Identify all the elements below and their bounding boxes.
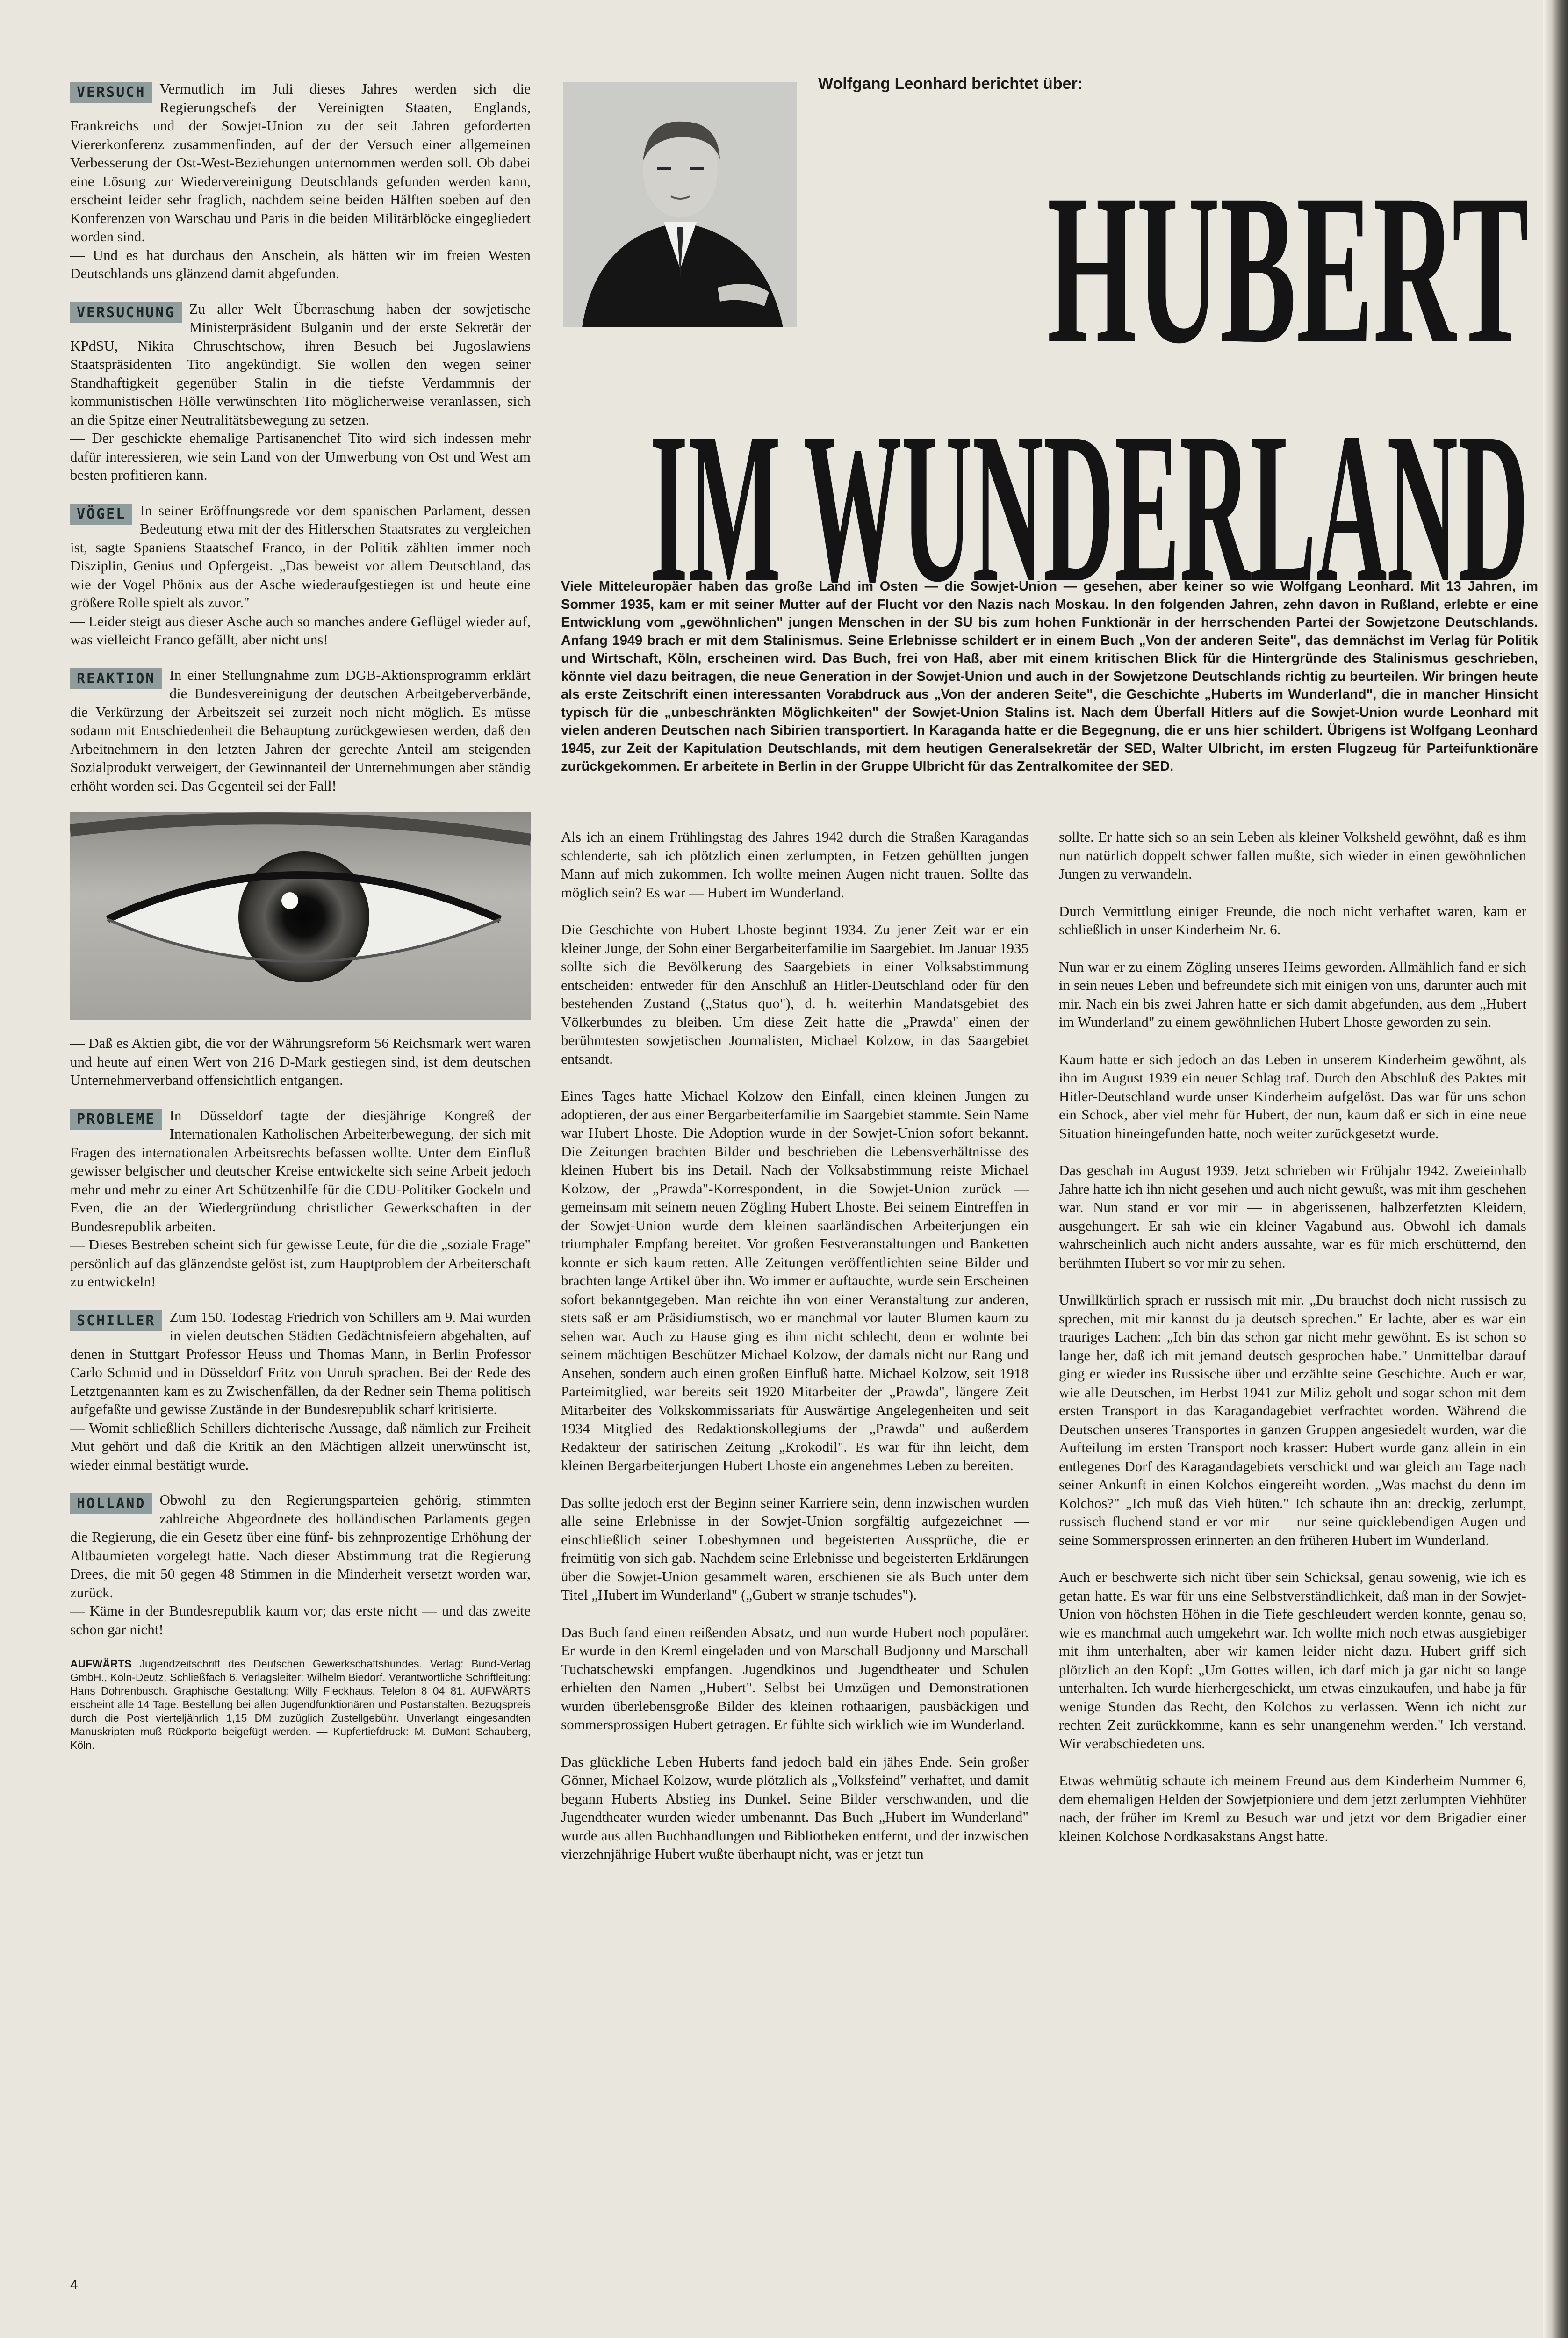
notice-paragraph: In Düsseldorf tagte der diesjährige Kongreß der Internationalen Katholischen Arbeiterbewegung, der sich mit Fragen des internationalen Arbeitsrechts befassen wollte. Unter dem Einfluß gewisser belgischer und deutscher Kreise entwickelte sich seine Arbeit jedoch mehr und mehr zu einer Art Schützenhilfe für die CDU-Politiker Gockeln und Even, die an der Wiedergründung christlicher Gewerkschaften in der Bundesrepublik arbeiten. (70, 1107, 531, 1234)
byline: Wolfgang Leonhard berichtet über: (818, 75, 1083, 93)
notice-tag: VERSUCH (70, 82, 152, 103)
notice-paragraph: Zum 150. Todestag Friedrich von Schillers am 9. Mai wurden in vielen deutschen Städten Gedächtnisfeiern abgehalten, auf denen in Stuttgart Professor Heuss und Thomas Mann, in Berlin Professor Carlo Schmid und in Düsseldorf Fritz von Unruh sprachen. Bei der Rede des Letztgenannten kam es zu Zwischenfällen, da der Redner sein Thema politisch aufgefaßte und gewisse Zustände in der Bundesrepublik scharf kritisierte. (70, 1308, 531, 1417)
notice-vögel (70, 501, 531, 649)
notice-paragraph: In einer Stellungnahme zum DGB-Aktionsprogramm erklärt die Bundesvereinigung der deutschen Arbeitgeberverbände, die Verkürzung der Arbeitszeit sei zurzeit noch nicht möglich. Es müsse sodann mit Entschiedenheit die Behauptung zurückgewiesen werden, daß den Arbeitnehmern in den letzten Jahren der gerechte Anteil am steigenden Sozialprodukt verweigert, der Gewinnanteil der Unternehmungen aber ständig erhöht worden sei. Das Gegenteil sei der Fall! (70, 666, 531, 794)
article-paragraph: Nun war er zu einem Zögling unseres Heims geworden. Allmählich fand er sich in sein neues Leben und befreundete sich mit einigen von uns, darunter auch mit mir. Nach ein bis zwei Jahren hatte er sich damit abgefunden, aus dem „Hubert im Wunderland" zu einem gewöhnlichen Hubert Lhoste geworden zu sein. (1059, 958, 1526, 1030)
notice-paragraph: — Dieses Bestreben scheint sich für gewisse Leute, für die die „soziale Frage" persönlich auf das glänzendste gelöst ist, zum Hauptproblem der Arbeiterschaft zu entwickeln! (70, 1236, 531, 1290)
notice-paragraph: — Der geschickte ehemalige Partisanenchef Tito wird sich indessen mehr dafür interessieren, wie sein Land von der Umwerbung von Ost und West am besten profitieren kann. (70, 430, 531, 483)
notice-reaktion (70, 666, 531, 795)
notice-tag: VÖGEL (70, 504, 132, 525)
notice-tag: PROBLEME (70, 1109, 162, 1130)
notice-schiller (70, 1308, 531, 1474)
notice-versuch (70, 79, 531, 283)
article-column-1 (561, 828, 1029, 1882)
article-paragraph: Kaum hatte er sich jedoch an das Leben in unserem Kinderheim gewöhnt, als ihn im August 1939 ein neuer Schlag traf. Durch den Abschluß des Paktes mit Hitler-Deutschland wurde unser Kinderheim aufgelöst. Das war für uns schon ein Schock, aber viel mehr für Hubert, der nun, kaum daß er sich in eine neue Situation hineingefunden hatte, noch weiter zurückgesetzt wurde. (1059, 1051, 1526, 1141)
article-paragraph: Auch er beschwerte sich nicht über sein Schicksal, genau sowenig, wie ich es getan hatte. Es war für uns eine Selbstverständlichkeit, daß man in der Sowjet-Union von höchsten Höhen in die Tiefe geschleudert werden konnte, genau so, wie es manchmal auch umgekehrt war. Ich wollte mich noch etwas ausgiebiger mit ihm unterhalten, aber wir kamen leider nicht dazu. Hubert griff sich plötzlich an den Kopf: „Um Gottes willen, ich darf mich ja gar nicht so lange unterhalten. Ich wurde hierhergeschickt, um etwas einzukaufen, und habe ja für wenige Stunden das Recht, den Kolchos zu verlassen. Wenn ich nicht zur rechten Zeit zurückkomme, kann es sehr unangenehm werden." Ich verstand. Wir verabschiedeten uns. (1059, 1569, 1526, 1752)
article-paragraph: Eines Tages hatte Michael Kolzow den Einfall, einen kleinen Jungen zu adoptieren, der aus einer Bergarbeiterfamilie im Saargebiet stammte. Sein Name war Hubert Lhoste. Die Adoption wurde in der Sowjet-Union sofort bekannt. Die Zeitungen brachten Bilder und beschrieben die Lebensverhältnisse des kleinen Hubert bis ins Detail. Nach der Volksabstimmung reiste Michael Kolzow, der „Prawda"-Korrespondent, in die Sowjet-Union zurück — gemeinsam mit seinem neuen Zögling Hubert Lhoste. Bei seinem Eintreffen in der Sowjet-Union wurde dem kleinen saarländischen Arbeiterjungen ein triumphaler Empfang bereitet. Vor großen Festveranstaltungen und Banketten konnte er sich kaum retten. Alle Zeitungen veröffentlichten seine Bilder und brachten lange Artikel über ihn. Wo immer er auftauchte, wurde sein Erscheinen sofort bekanntgegeben. Man reichte ihn von einer Veranstaltung zur anderen, stets saß er am Präsidiumstisch, wo er manchmal vor lauter Blumen kaum zu sehen war. Auch zu Hause ging es ihm nicht schlecht, denn er wohnte bei seinem mächtigen Beschützer Michael Kolzow, der damals nicht nur Rang und Ansehen, sondern auch einen großen Einfluß hatte. Michael Kolzow, seit 1918 Parteimitglied, war bereits seit 1920 Mitarbeiter der „Prawda", längere Zeit Mitarbeiter des Volkskommissariats für Auswärtige Angelegenheiten und seit 1934 Mitglied des Redaktionskollegiums der „Prawda" und außerdem Redakteur der satirischen Zeitung „Krokodil". Es war für ihn leicht, dem kleinen Bergarbeiterjungen Hubert Lhoste ein angenehmes Leben zu bereiten. (561, 1088, 1029, 1473)
notice-tag: VERSUCHUNG (70, 302, 182, 323)
article-paragraph: Das glückliche Leben Huberts fand jedoch bald ein jähes Ende. Sein großer Gönner, Michael Kolzow, wurde plötzlich als „Volksfeind" verhaftet, und damit begann Huberts Abstieg ins Dunkel. Seine Bilder verschwanden, und die Jugendtheater wurden wieder umbenannt. Das Buch „Hubert im Wunderland" wurde aus allen Buchhandlungen und Bibliotheken entfernt, und der inzwischen vierzehnjährige Hubert wußte überhaupt nicht, was er jetzt tun (561, 1753, 1029, 1862)
notice-holland (70, 1491, 531, 1638)
imprint-text: Jugendzeitschrift des Deutschen Gewerkschaftsbundes. Verlag: Bund-Verlag GmbH., Köln-Deutz, Schließfach 6. Verlagsleiter: Wilhelm Biedorf. Verantwortliche Schriftleitung: Hans Dohrenbusch. Graphische Gestaltung: Willy Fleckhaus. Telefon 8 04 81. AUFWÄRTS erscheint alle 14 Tage. Bestellung bei allen Jugendfunktionären und Postanstalten. Bezugspreis durch die Post vierteljährlich 1,15 DM zuzüglich Zustellgebühr. Unverlangt eingesandten Manuskripten muß Rückporto beigefügt werden. — Kupfertiefdruck: M. DuMont Schauberg, Köln. (70, 1658, 531, 1751)
imprint (70, 1657, 531, 1752)
notice-versuchung (70, 300, 531, 484)
headline (650, 140, 1533, 589)
notice-paragraph: — Käme in der Bundesrepublik kaum vor; das erste nicht — und das zweite schon gar nicht! (70, 1602, 531, 1638)
notice-paragraph: Obwohl zu den Regierungsparteien gehörig, stimmten zahlreiche Abgeordnete des holländischen Parlaments gegen die Regierung, die ein Gesetz über eine fünf- bis zehnprozentige Erhöhung der Altbaumieten vorgelegt hatte. Nach dieser Abstimmung trat die Regierung Drees, die mit 50 gegen 48 Stimmen in die Minderheit versetzt worden war, zurück. (70, 1492, 531, 1601)
notice-tag: SCHILLER (70, 1310, 162, 1331)
imprint-name: AUFWÄRTS (70, 1658, 132, 1670)
article-paragraph: Als ich an einem Frühlingstag des Jahres 1942 durch die Straßen Karagandas schlenderte, sah ich plötzlich einen zerlumpten, in Fetzen gehüllten jungen Mann auf mich zukommen. Ich wollte meinen Augen nicht trauen. Sollte das möglich sein? Es war — Hubert im Wunderland. (561, 829, 1029, 901)
eye-photo (70, 812, 531, 1020)
article-paragraph: sollte. Er hatte sich so an sein Leben als kleiner Volksheld gewöhnt, daß es ihm nun natürlich doppelt schwer fallen mußte, sich wieder in einen gewöhnlichen Jungen zu verwandeln. (1059, 829, 1526, 882)
news-column (70, 79, 531, 1752)
article-paragraph: Etwas wehmütig schaute ich meinem Freund aus dem Kinderheim Nummer 6, dem ehemaligen Helden der Sowjetpioniere und dem jetzt zerlumpten Viehhüter nach, der früher im Kreml zu Besuch war und jetzt vor dem Brigadier einer kleinen Kolchose Nordkasakstans Angst hatte. (1059, 1772, 1526, 1844)
notice-paragraph: — Leider steigt aus dieser Asche auch so manches andere Geflügel wieder auf, was vielleicht Franco gefällt, aber nicht uns! (70, 613, 531, 648)
article-paragraph: Durch Vermittlung einiger Freunde, die noch nicht verhaftet waren, kam er schließlich in unser Kinderheim Nr. 6. (1059, 902, 1526, 938)
notice-paragraph: In seiner Eröffnungsrede vor dem spanischen Parlament, dessen Bedeutung etwa mit der des Hitlerschen Staatsrates zu vergleichen ist, sagte Spaniens Staatschef Franco, in der Politik zählten immer noch Disziplin, Genius und Opfergeist. „Das beweist vor allem Deutschland, das wie der Vogel Phönix aus der Asche wiederaufgestiegen ist und heute eine größere Rolle spielt als zuvor." (70, 502, 531, 611)
notice-paragraph: Zu aller Welt Überraschung haben der sowjetische Ministerpräsident Bulganin und der erste Sekretär der KPdSU, Nikita Chruschtschow, ihren Besuch bei Jugoslawiens Staatspräsidenten Tito angekündigt. Sie wollen den wegen seiner Standhaftigkeit gegenüber Stalin in die tiefste Verdammnis der kommunistischen Hölle verwünschten Tito möglicherweise veranlassen, sich an die Spitze einer Neutralitätsbewegung zu setzen. (70, 300, 531, 428)
notice-tag: HOLLAND (70, 1493, 152, 1514)
headline-line1: HUBERT (1047, 150, 1529, 388)
article-column-2 (1059, 828, 1526, 1864)
notice-paragraph: Vermutlich im Juli dieses Jahres werden sich die Regierungschefs der Vereinigten Staaten, Englands, Frankreichs und der Sowjet-Union zu der seit Jahren geforderten Viererkonferenz zusammenfinden, auf der der Versuch einer allgemeinen Verbesserung der Ost-West-Beziehungen unternommen werden soll. Ob dabei eine Lösung zur Wiedervereinigung Deutschlands gefunden werden kann, erscheint leider sehr fraglich, nachdem seine beiden Hälften soeben auf den Konferenzen von Warschau und Paris in die beiden Militärblöcke eingegliedert worden sind. (70, 80, 531, 245)
article-paragraph: Das Buch fand einen reißenden Absatz, und nun wurde Hubert noch populärer. Er wurde in den Kreml eingeladen und von Marschall Budjonny und Marschall Tuchatschewski empfangen. Jugendkinos und Jugendtheater und Schulen erhielten den Namen „Hubert". Selbst bei Umzügen und Demonstrationen wurden überlebensgroße Bilder des kleinen rothaarigen, pausbäckigen und sommersprossigen Hubert getragen. Er fühlte sich wirklich wie im Wunderland. (561, 1624, 1029, 1732)
page-binding-edge (1543, 0, 1568, 2338)
notice-tag: REAKTION (70, 668, 162, 689)
article-lead: Viele Mitteleuropäer haben das große Land im Osten — die Sowjet-Union — gesehen, aber keiner so wie Wolfgang Leonhard. Mit 13 Jahren, im Sommer 1935, kam er mit seiner Mutter auf der Flucht vor den Nazis nach Moskau. In den folgenden Jahren, zehn davon in Rußland, erlebte er eine Entwicklung vom „gewöhnlichen" jungen Menschen in der SU bis zum hohen Funktionär in der herrschenden Partei der Sowjetzone Deutschlands. Anfang 1949 brach er mit dem Stalinismus. Seine Erlebnisse schildert er in einem Buch „Von der anderen Seite", das demnächst im Verlag für Politik und Wirtschaft, Köln, erscheinen wird. Das Buch, frei von Haß, aber mit einem kritischen Blick für die Hintergründe des Stalinismus geschrieben, könnte viel dazu beitragen, die neue Generation in der Sowjet-Union und auch in der Sowjetzone Deutschlands richtig zu beurteilen. Wir bringen heute als erste Zeitschrift einen interessanten Vorabdruck aus „Von der anderen Seite", die Geschichte „Huberts im Wunderland", die in mancher Hinsicht typisch für die „unbeschränkten Möglichkeiten" der Sowjet-Union Stalins ist. Nach dem Überfall Hitlers auf die Sowjet-Union wurde Leonhard mit vielen anderen Deutschen nach Sibirien transportiert. In Karaganda hatte er die Begegnung, die er uns hier schildert. Übrigens ist Wolfgang Leonhard 1945, zur Zeit der Kapitulation Deutschlands, mit dem heutigen Generalsekretär der SED, Walter Ulbricht, im ersten Flugzeug für Parteifunktionäre zurückgekommen. Er arbeitete in Berlin in der Gruppe Ulbricht für das Zentralkomitee der SED. (561, 579, 1538, 774)
article-paragraph: Unwillkürlich sprach er russisch mit mir. „Du brauchst doch nicht russisch zu sprechen, mit mir kannst du ja deutsch sprechen." Er lachte, aber es war ein trauriges Lachen: „Ich bin das schon gar nicht mehr gewöhnt. Es ist schon so lange her, daß ich mit jemand deutsch gesprochen habe." Unmittelbar darauf ging er wieder ins Russische über und erzählte seine Geschichte. Auch er war, wie alle Deutschen, im Herbst 1941 zur Miliz geholt und sogar schon mit dem ersten Transport in das Karagandagebiet verfrachtet worden. Während die Deutschen unseres Transportes in ganzen Gruppen angesiedelt wurden, war die Aufteilung im ersten Transport noch krasser: Hubert wurde ganz allein in ein entlegenes Dorf des Karagandagebiets verschickt und war gleich am Tage nach seiner Ankunft in einen Kolchos eingereiht worden. „Was machst du denn im Kolchos?" „Ich muß das Vieh hüten." Ich schaute ihn an: dreckig, zerlumpt, russisch fluchend stand er vor mir — nur seine quicklebendigen Augen und seine Sommersprossen erinnerten an den früheren Hubert im Wunderland. (1059, 1292, 1526, 1548)
article-paragraph: Die Geschichte von Hubert Lhoste beginnt 1934. Zu jener Zeit war er ein kleiner Junge, der Sohn einer Bergarbeiterfamilie im Saargebiet. Im Januar 1935 sollte sich die Bevölkerung des Saargebiets in einer Volksabstimmung entscheiden: entweder für den Anschluß an Hitler-Deutschland oder für den bestehenden Zustand („Status quo"), d. h. weiterhin Mandatsgebiet des Völkerbundes zu bleiben. Um diese Zeit hatte die „Prawda" einen der berühmtesten sowjetischen Journalisten, Michael Kolzow, in das Saargebiet entsandt. (561, 921, 1029, 1067)
page-number: 4 (70, 2277, 78, 2293)
eye-caption: — Daß es Aktien gibt, die vor der Währungsreform 56 Reichsmark wert waren und heute auf einen Wert von 216 D-Mark gestiegen sind, ist dem deutschen Unternehmerverband offensichtlich entgangen. (70, 1035, 531, 1088)
headline-line2: IM WUNDERLAND (650, 388, 1529, 589)
notice-probleme (70, 1106, 531, 1291)
notice-paragraph: — Womit schließlich Schillers dichterische Aussage, daß nämlich zur Freiheit Mut gehört und daß die Kritik an den Mächtigen allzeit unerwünscht ist, wieder einmal bestätigt wurde. (70, 1419, 531, 1473)
notices-bottom (70, 1106, 531, 1639)
article-paragraph: Das sollte jedoch erst der Beginn seiner Karriere sein, denn inzwischen wurden alle seine Erlebnisse in der Sowjet-Union sorgfältig aufgezeichnet — einschließlich seiner Lobeshymnen und begeisterten Aussprüche, die er freimütig von sich gab. Nachdem seine Erlebnisse und begeisterten Erklärungen über die Sowjet-Union gesammelt waren, erschienen sie als Buch unter dem Titel „Hubert im Wunderland" („Gubert w stranje tschudes"). (561, 1494, 1029, 1603)
article-paragraph: Das geschah im August 1939. Jetzt schrieben wir Frühjahr 1942. Zweieinhalb Jahre hatte ich ihn nicht gesehen und auch nicht gewußt, was mit ihm geschehen war. Nun stand er vor mir — in abgerissenen, halbzerfetzten Kleidern, ausgehungert. Er sah wie ein kleiner Vagabund aus. Obwohl ich damals wahrscheinlich auch nicht anders aussahte, war es für mich erschütternd, den berühmten Hubert so vor mir zu sehen. (1059, 1162, 1526, 1271)
notices-top (70, 79, 531, 795)
notice-paragraph: — Und es hat durchaus den Anschein, als hätten wir im freien Westen Deutschlands uns glänzend damit abgefunden. (70, 246, 531, 281)
